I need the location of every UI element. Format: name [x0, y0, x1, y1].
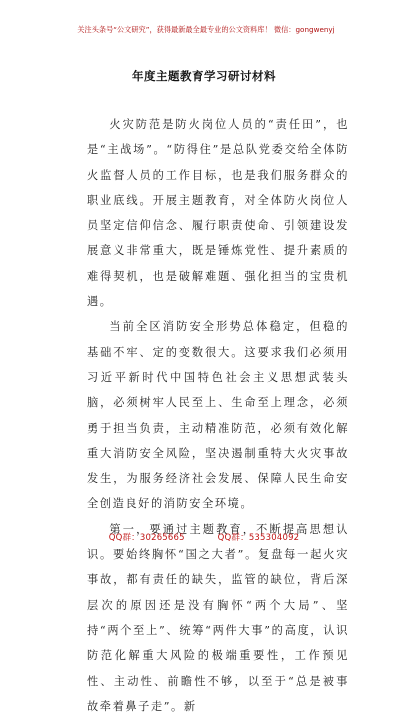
document-title: 年度主题教育学习研讨材料 [132, 69, 276, 83]
footer-qq-group-1: QQ群：30265665 [108, 533, 185, 543]
paragraph-1: 火灾防范是防火岗位人员的“责任田”，也是“主战场”。“防得住”是总队党委交给全体防火监督人员的工作目标，也是我们服务群众的职业底线。开展主题教育，对全体防火岗位人员坚定信仰信念、履行职责使命、引领建设发展意义非常重大，既是锤炼党性、提升素质的难得契机，也是破解难题、强化担当的宝贵机遇。 [87, 118, 349, 309]
document-body [87, 112, 349, 719]
header-promo-text: 关注头条号“公文研究”，获得最新最全最专业的公文资料库！ 微信：gongwenyj [77, 25, 335, 34]
footer-qq-group-2: QQ群：535304092 [217, 533, 300, 543]
paragraph-3: 第一，要通过主题教育，不断提高思想认识。要始终胸怀“国之大者”。复盘每一起火灾事故，都有责任的缺失，监管的缺位，背后深层次的原因还是没有胸怀“两个大局”、坚持“两个至上”、统筹“两件大事”的高度，认识防范化解重大风险的极端重要性，工作预见性、主动性、前瞻性不够，以至于“总是被事故牵着鼻子走”。新 [87, 522, 349, 713]
paragraph-2: 当前全区消防安全形势总体稳定，但稳的基础不牢、定的变数很大。这要求我们必须用习近平新时代中国特色社会主义思想武装头脑，必须树牢人民至上、生命至上理念，必须勇于担当负责，主动精准防范，必须有效化解重大消防安全风险，坚决遏制重特大火灾事故发生，为服务经济社会发展、保障人民生命安全创造良好的消防安全环境。 [87, 320, 349, 511]
footer-contact [0, 531, 408, 543]
